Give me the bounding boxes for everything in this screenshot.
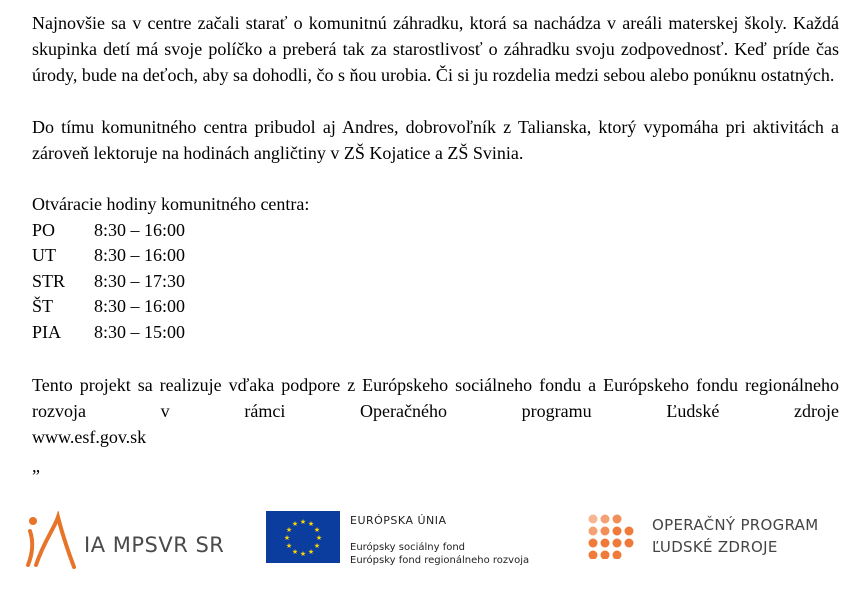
eu-title: EURÓPSKA ÚNIA <box>350 514 447 527</box>
svg-text:★: ★ <box>299 550 307 558</box>
eu-logo <box>266 511 529 571</box>
hours-day: STR <box>32 270 66 291</box>
op-line1: OPERAČNÝ PROGRAM <box>652 516 819 534</box>
svg-text:★: ★ <box>313 526 321 534</box>
hours-day: PO <box>32 219 56 240</box>
ia-mpsvr-text: IA MPSVR SR <box>84 533 225 557</box>
document-body <box>32 10 839 476</box>
svg-text:★: ★ <box>307 520 315 528</box>
hours-row <box>32 320 839 346</box>
hours-time: 8:30 – 16:00 <box>94 296 186 317</box>
paragraph-volunteer: Do tímu komunitného centra pribudol aj Andres, dobrovoľník z Talianska, ktorý vypomáha pri aktivitách a zároveň lektoruje na hodinách angličtiny v ZŠ Kojatice a ZŠ Svinia. <box>32 117 839 163</box>
svg-text:★: ★ <box>307 548 315 556</box>
opening-hours <box>32 192 839 346</box>
hours-time: 8:30 – 16:00 <box>94 245 186 266</box>
op-line2: ĽUDSKÉ ZDROJE <box>652 538 778 556</box>
logo-bar <box>0 505 868 585</box>
eu-flag-icon <box>266 511 340 563</box>
svg-text:★: ★ <box>285 526 293 534</box>
op-ludske-zdroje-logo <box>586 513 818 559</box>
svg-text:★: ★ <box>313 542 321 550</box>
svg-text:★: ★ <box>315 534 323 542</box>
hours-row <box>32 218 839 244</box>
svg-text:★: ★ <box>291 548 299 556</box>
stray-quote-mark: „ <box>32 455 40 476</box>
hours-day: PIA <box>32 321 62 342</box>
hours-day: UT <box>32 245 56 266</box>
ia-mpsvr-logo <box>24 511 224 571</box>
svg-text:★: ★ <box>291 520 299 528</box>
hours-row <box>32 294 839 320</box>
paragraph-garden: Najnovšie sa v centre začali starať o komunitnú záhradku, ktorá sa nachádza v areáli materskej školy. Každá skupinka detí má svoje políčko a preberá tak za starostlivosť o záhradku svoju zodpovednosť. Keď príde čas úrody, bude na deťoch, aby sa dohodli, čo s ňou urobia. Či si ju rozdelia medzi sebou alebo ponúknu ostatných. <box>32 13 839 85</box>
svg-text:★: ★ <box>299 518 307 526</box>
svg-text:★: ★ <box>285 542 293 550</box>
hours-time: 8:30 – 16:00 <box>94 219 186 240</box>
hours-row <box>32 269 839 295</box>
paragraph-funding: Tento projekt sa realizuje vďaka podpore z Európskeho sociálneho fondu a Európskeho fondu regionálneho rozvoja v rámci Operačného programu Ľudské zdroje <box>32 374 839 421</box>
funding-link[interactable]: www.esf.gov.sk <box>32 426 147 447</box>
hours-time: 8:30 – 15:00 <box>94 321 186 342</box>
opening-hours-heading: Otváracie hodiny komunitného centra: <box>32 194 310 214</box>
svg-text:★: ★ <box>283 534 291 542</box>
eu-esf-line: Európsky sociálny fond <box>350 542 466 553</box>
eu-erdf-line: Európsky fond regionálneho rozvoja <box>350 555 530 566</box>
hours-time: 8:30 – 17:30 <box>94 270 186 291</box>
hours-row <box>32 243 839 269</box>
ia-mark-icon <box>24 511 76 571</box>
hours-day: ŠT <box>32 296 54 317</box>
op-dots-icon <box>586 513 636 559</box>
